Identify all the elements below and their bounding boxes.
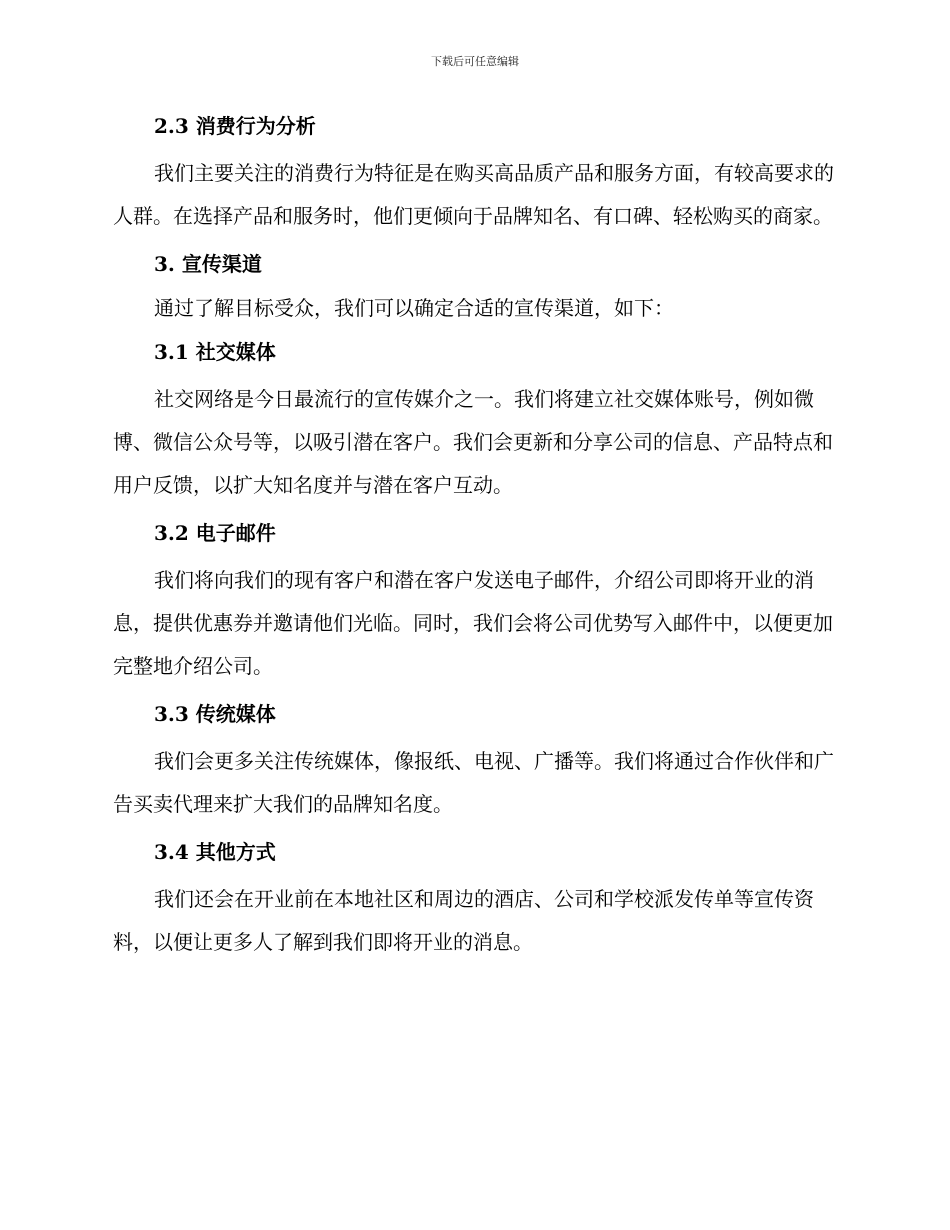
section-paragraph-3-2: 我们将向我们的现有客户和潜在客户发送电子邮件，介绍公司即将开业的消息，提供优惠券并邀请他们光临。同时，我们会将公司优势写入邮件中，以便更加完整地介绍公司。 <box>113 568 833 678</box>
section-heading-3-3: 3.3 传统媒体 <box>154 702 276 726</box>
section-paragraph-3-4: 我们还会在开业前在本地社区和周边的酒店、公司和学校派发传单等宣传资料，以便让更多人了解到我们即将开业的消息。 <box>113 887 814 954</box>
section-heading-3-4: 3.4 其他方式 <box>154 840 276 864</box>
section-paragraph-3: 通过了解目标受众，我们可以确定合适的宣传渠道，如下： <box>154 296 674 320</box>
document-body <box>113 108 835 972</box>
section-heading-2-3: 2.3 消费行为分析 <box>154 114 316 138</box>
section-heading-3-2: 3.2 电子邮件 <box>154 521 276 545</box>
section-paragraph-3-3: 我们会更多关注传统媒体，像报纸、电视、广播等。我们将通过合作伙伴和广告买卖代理来扩大我们的品牌知名度。 <box>113 749 834 816</box>
section-heading-3-1: 3.1 社交媒体 <box>154 340 276 364</box>
section-paragraph-3-1: 社交网络是今日最流行的宣传媒介之一。我们将建立社交媒体账号，例如微博、微信公众号等，以吸引潜在客户。我们会更新和分享公司的信息、产品特点和用户反馈，以扩大知名度并与潜在客户互动。 <box>113 387 833 497</box>
page-header: 下载后可任意编辑 <box>431 55 519 68</box>
section-heading-3: 3. 宣传渠道 <box>154 252 262 276</box>
section-paragraph-2-3: 我们主要关注的消费行为特征是在购买高品质产品和服务方面，有较高要求的人群。在选择产品和服务时，他们更倾向于品牌知名、有口碑、轻松购买的商家。 <box>113 161 834 228</box>
